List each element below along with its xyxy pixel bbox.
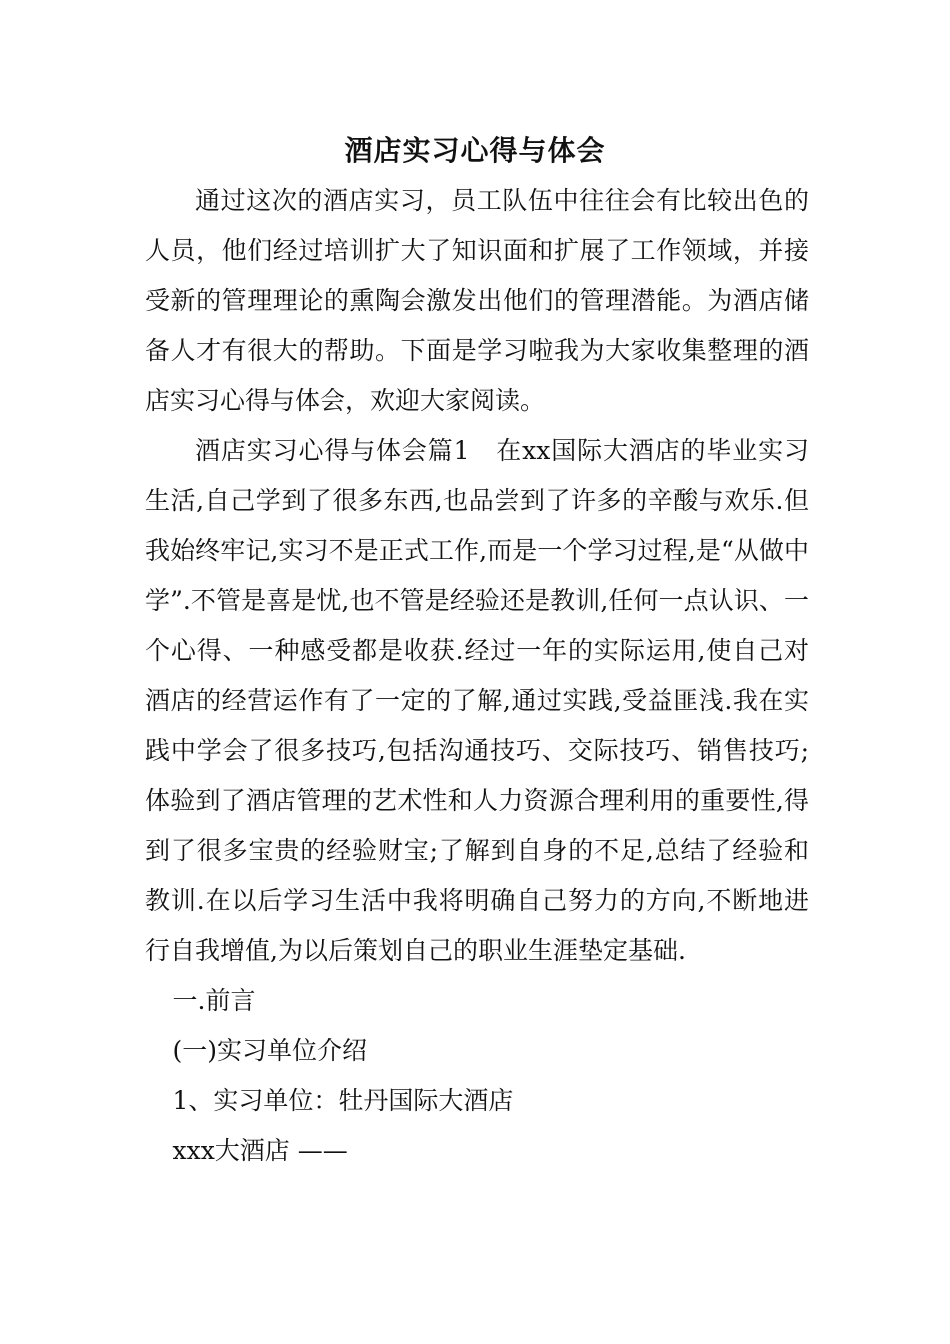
list-item: xxx大酒店 —— <box>172 1136 348 1165</box>
list-item: 1、实习单位：牡丹国际大酒店 <box>172 1086 514 1115</box>
document-body <box>145 176 809 1176</box>
document-title: 酒店实习心得与体会 <box>344 134 606 167</box>
subsection-heading: (一)实习单位介绍 <box>172 1036 368 1065</box>
intro-paragraph: 通过这次的酒店实习，员工队伍中往往会有比较出色的人员，他们经过培训扩大了知识面和扩展了工作领域，并接受新的管理理论的熏陶会激发出他们的管理潜能。为酒店储备人才有很大的帮助。下面是学习啦我为大家收集整理的酒店实习心得与体会，欢迎大家阅读。 <box>145 186 809 415</box>
section-heading: 一.前言 <box>172 986 256 1015</box>
article-paragraph: 酒店实习心得与体会篇1 在xx国际大酒店的毕业实习生活,自己学到了很多东西,也品尝到了许多的辛酸与欢乐.但我始终牢记,实习不是正式工作,而是一个学习过程,是“从做中学”.不管是喜是忧,也不管是经验还是教训,任何一点认识、一个心得、一种感受都是收获.经过一年的实际运用,使自己对酒店的经营运作有了一定的了解,通过实践,受益匪浅.我在实践中学会了很多技巧,包括沟通技巧、交际技巧、销售技巧;体验到了酒店管理的艺术性和人力资源合理利用的重要性,得到了很多宝贵的经验财宝;了解到自身的不足,总结了经验和教训.在以后学习生活中我将明确自己努力的方向,不断地进行自我增值,为以后策划自己的职业生涯垫定基础. <box>145 436 809 965</box>
